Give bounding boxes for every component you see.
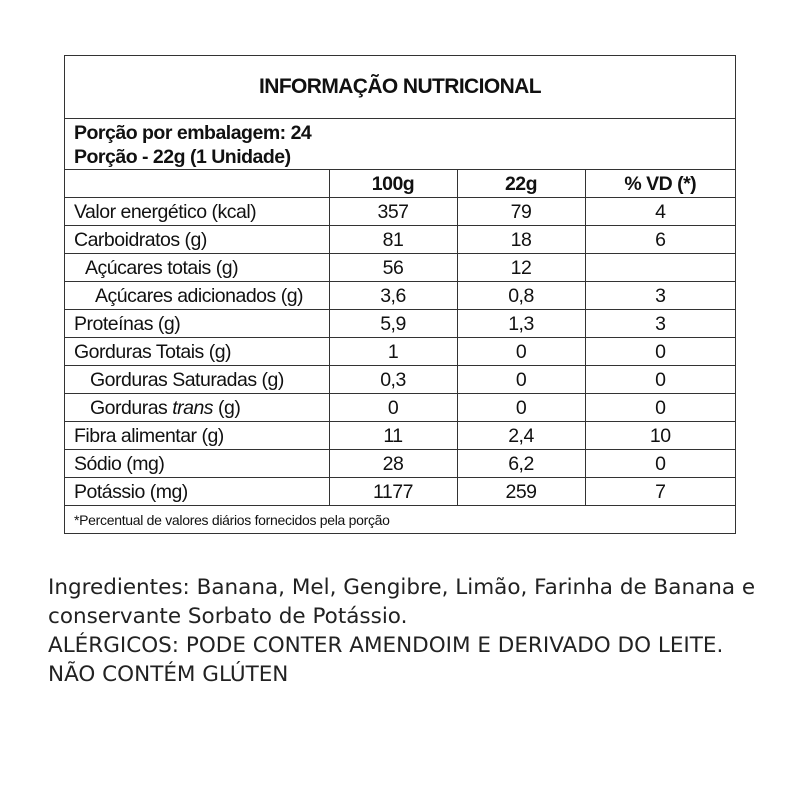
gluten-text: NÃO CONTÉM GLÚTEN xyxy=(48,662,289,687)
value-vd: 0 xyxy=(585,366,735,394)
column-header-portion: 22g xyxy=(457,170,585,198)
value-portion: 79 xyxy=(457,198,585,226)
value-100g: 0,3 xyxy=(329,366,457,394)
ingredients-text: Ingredientes: Banana, Mel, Gengibre, Limão, Farinha de Banana e conservante Sorbato de Potássio. xyxy=(48,575,756,629)
value-portion: 0 xyxy=(457,338,585,366)
table-row xyxy=(65,366,735,394)
nutrient-name: Potássio (mg) xyxy=(65,478,329,506)
column-header-vd: % VD (*) xyxy=(585,170,735,198)
value-100g: 357 xyxy=(329,198,457,226)
product-notes xyxy=(48,573,768,689)
value-100g: 11 xyxy=(329,422,457,450)
nutrition-title: INFORMAÇÃO NUTRICIONAL xyxy=(65,56,735,119)
name-suffix: (g) xyxy=(213,396,241,419)
nutrition-facts-table xyxy=(64,55,736,534)
value-vd xyxy=(585,254,735,282)
value-portion: 18 xyxy=(457,226,585,254)
value-100g: 1177 xyxy=(329,478,457,506)
table-row xyxy=(65,394,735,422)
value-portion: 259 xyxy=(457,478,585,506)
nutrient-name xyxy=(65,394,329,422)
table-row xyxy=(65,310,735,338)
value-vd: 3 xyxy=(585,310,735,338)
value-vd: 6 xyxy=(585,226,735,254)
allergens-text: ALÉRGICOS: PODE CONTER AMENDOIM E DERIVADO DO LEITE. xyxy=(48,633,724,658)
value-vd: 4 xyxy=(585,198,735,226)
table-row xyxy=(65,338,735,366)
value-portion: 2,4 xyxy=(457,422,585,450)
name-prefix: Gorduras xyxy=(90,396,173,419)
portion-size: Porção - 22g (1 Unidade) xyxy=(74,146,291,168)
nutrient-name: Sódio (mg) xyxy=(65,450,329,478)
nutrient-name: Açúcares adicionados (g) xyxy=(65,282,329,310)
footnote: *Percentual de valores diários fornecidos pela porção xyxy=(74,511,390,528)
table-row xyxy=(65,226,735,254)
value-vd: 0 xyxy=(585,394,735,422)
nutrient-name: Açúcares totais (g) xyxy=(65,254,329,282)
nutrient-name: Proteínas (g) xyxy=(65,310,329,338)
value-100g: 3,6 xyxy=(329,282,457,310)
value-vd: 0 xyxy=(585,338,735,366)
value-portion: 1,3 xyxy=(457,310,585,338)
column-header-100g: 100g xyxy=(329,170,457,198)
table-header-row xyxy=(65,170,735,198)
value-vd: 3 xyxy=(585,282,735,310)
table-row xyxy=(65,478,735,506)
portion-info xyxy=(65,119,735,170)
value-100g: 81 xyxy=(329,226,457,254)
nutrient-name: Fibra alimentar (g) xyxy=(65,422,329,450)
value-vd: 7 xyxy=(585,478,735,506)
portions-per-package: Porção por embalagem: 24 xyxy=(74,122,312,144)
nutrients-table xyxy=(65,170,735,506)
name-italic: trans xyxy=(172,396,214,419)
nutrient-name: Carboidratos (g) xyxy=(65,226,329,254)
table-row xyxy=(65,254,735,282)
nutrient-name: Valor energético (kcal) xyxy=(65,198,329,226)
value-portion: 0 xyxy=(457,366,585,394)
value-portion: 0 xyxy=(457,394,585,422)
column-header-nutrient xyxy=(65,170,329,198)
table-row xyxy=(65,282,735,310)
value-100g: 5,9 xyxy=(329,310,457,338)
value-100g: 56 xyxy=(329,254,457,282)
value-portion: 0,8 xyxy=(457,282,585,310)
value-vd: 0 xyxy=(585,450,735,478)
value-100g: 1 xyxy=(329,338,457,366)
nutrient-name: Gorduras Saturadas (g) xyxy=(65,366,329,394)
value-vd: 10 xyxy=(585,422,735,450)
table-row xyxy=(65,198,735,226)
value-portion: 6,2 xyxy=(457,450,585,478)
value-100g: 28 xyxy=(329,450,457,478)
table-row xyxy=(65,422,735,450)
value-portion: 12 xyxy=(457,254,585,282)
nutrient-name: Gorduras Totais (g) xyxy=(65,338,329,366)
table-row xyxy=(65,450,735,478)
value-100g: 0 xyxy=(329,394,457,422)
